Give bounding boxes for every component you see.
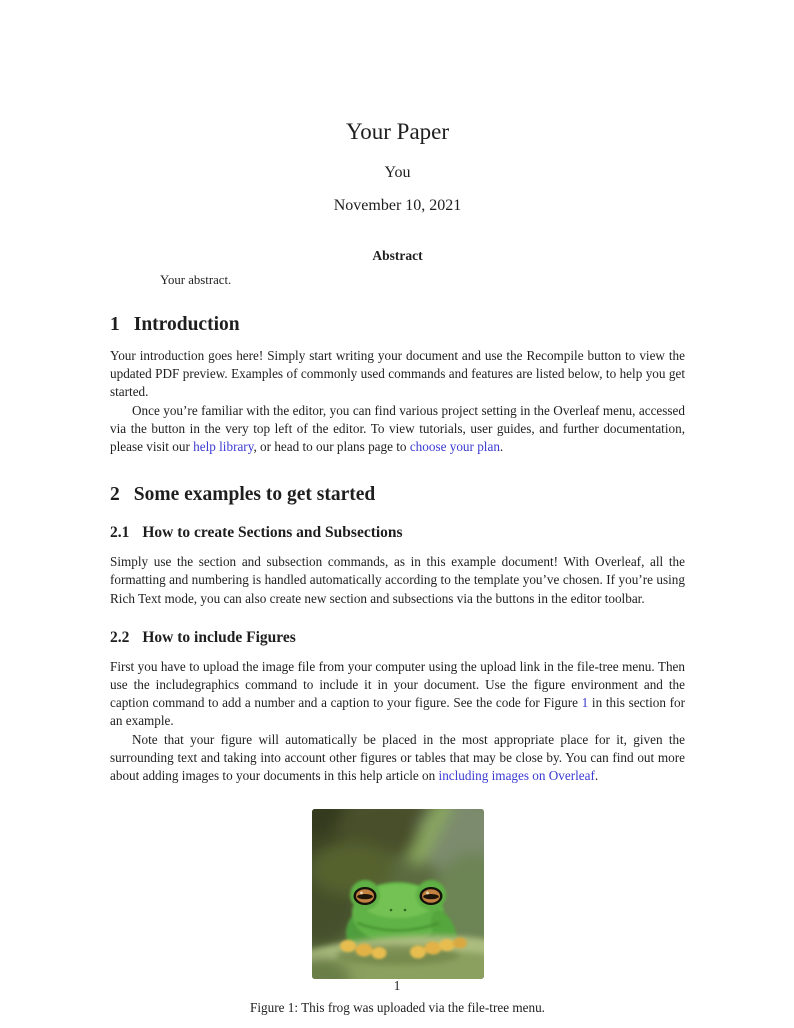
help-library-link[interactable]: help library — [193, 439, 254, 455]
sections-paragraph: Simply use the section and subsection commands, as in this example document! With Overleaf, all the formatting and numbering is handled automatically according to the template you’ve chosen. If you’re using Rich Text mode, you can also create new section and subsections via the buttons in the editor toolbar. — [110, 554, 685, 606]
including-images-link[interactable]: including images on Overleaf — [438, 768, 595, 784]
choose-your-plan-link[interactable]: choose your plan — [409, 439, 500, 455]
paragraph-text: Note that your figure will automatically be placed in the most appropriate place for it, given the surrounding text and taking into account other figures or tables that may be close by. You can find out more about adding images to your documents in this help article on — [110, 731, 685, 784]
paper-title: Your Paper — [345, 119, 450, 144]
figure-1-ref-link[interactable]: 1 — [581, 695, 589, 711]
paragraph-text: . — [499, 439, 504, 455]
page-number: 1 — [393, 978, 401, 993]
section-1-number: 1 — [110, 314, 120, 335]
figures-paragraph-1 — [110, 658, 685, 731]
frog-photo — [312, 809, 484, 979]
figure-1 — [110, 809, 685, 984]
figure-1-caption: Figure 1: This frog was uploaded via the file-tree menu. — [250, 1000, 545, 1016]
subsection-2-1-number: 2.1 — [110, 524, 130, 542]
paper-date: November 10, 2021 — [333, 197, 462, 214]
section-1-title: Introduction — [133, 314, 240, 335]
subsection-2-2-number: 2.2 — [110, 628, 130, 646]
intro-paragraph-1: Your introduction goes here! Simply start writing your document and use the Recompile button to view the updated PDF preview. Examples of commonly used commands and features are listed below, to help you get started. — [110, 348, 685, 400]
subsection-2-1-title: How to create Sections and Subsections — [142, 524, 403, 542]
section-2-number: 2 — [110, 484, 120, 506]
section-2-heading — [110, 483, 685, 506]
abstract-text: Your abstract. — [160, 273, 232, 287]
paragraph-text: in this section for an example. — [110, 695, 685, 729]
subsection-2-2-title: How to include Figures — [142, 628, 296, 646]
figures-paragraph-2 — [110, 731, 685, 786]
section-1-heading — [110, 313, 685, 336]
paragraph-text: Once you’re familiar with the editor, you can find various project setting in the Overleaf menu, accessed via the button in the very top left of the editor. To view tutorials, user guides, and further documentation, please visit our — [110, 402, 685, 455]
paragraph-text: , or head to our plans page to — [253, 439, 410, 455]
section-2-title: Some examples to get started — [133, 484, 376, 506]
abstract-heading: Abstract — [372, 248, 423, 263]
subsection-2-1-heading — [110, 523, 685, 542]
intro-paragraph-2 — [110, 402, 685, 457]
subsection-2-2-heading — [110, 628, 685, 647]
paragraph-text: . — [594, 768, 599, 784]
paragraph-text: First you have to upload the image file from your computer using the upload link in the file-tree menu. Then use the includegraphics command to include it in your document. Use the figure environment and the caption command to add a number and a caption to your figure. See the code for Figure — [110, 658, 685, 711]
paper-author: You — [384, 164, 411, 181]
paper-content — [110, 0, 685, 1016]
